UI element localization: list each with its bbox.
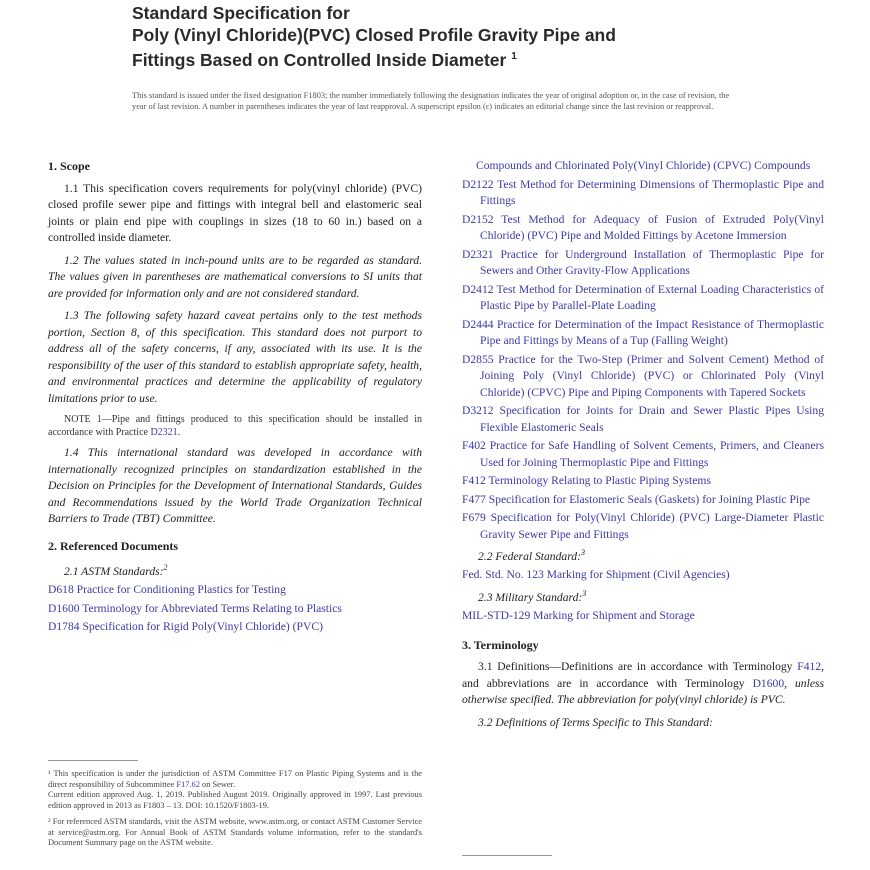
reference-title-link[interactable]: Practice for Conditioning Plastics for Testing	[73, 583, 286, 597]
footnotes	[48, 760, 422, 855]
reference-item	[462, 438, 824, 471]
title-line-3-text: Fittings Based on Controlled Inside Diameter	[132, 49, 507, 70]
reference-item	[462, 608, 824, 625]
reference-code-link[interactable]: D2855	[462, 352, 494, 366]
reference-title-link[interactable]: Practice for Safe Handling of Solvent Cements, Primers, and Cleaners Used for Joining Thermoplastic Pipe and Fittings	[480, 439, 824, 469]
reference-item	[462, 473, 824, 490]
footnote-1-edition: Current edition approved Aug. 1, 2019. Published August 2019. Originally approved in 1997. Last previous edition approved in 2013 as F1803 – 13. DOI: 10.1520/F1803-19.	[48, 790, 422, 810]
reference-item	[48, 582, 422, 599]
reference-title-link[interactable]: Specification for Rigid Poly(Vinyl Chloride) (PVC)	[79, 620, 323, 634]
reference-item	[462, 352, 824, 402]
reference-code-link[interactable]: F412	[462, 474, 486, 487]
reference-code-link[interactable]: Fed. Std. No. 123	[462, 568, 544, 582]
footnote-divider	[48, 760, 138, 761]
reference-item	[462, 492, 824, 509]
reference-item	[462, 282, 824, 315]
reference-title-link[interactable]: Marking for Shipment (Civil Agencies)	[543, 568, 730, 582]
reference-code-link[interactable]: D3212	[462, 404, 494, 417]
reference-title-link[interactable]: Marking for Shipment and Storage	[530, 609, 695, 623]
reference-continuation[interactable]: Compounds and Chlorinated Poly(Vinyl Chloride) (CPVC) Compounds	[476, 159, 811, 172]
reference-title-link[interactable]: Practice for Underground Installation of Thermoplastic Pipe for Sewers and Other Gravity-Flow Applications	[480, 247, 824, 277]
reference-code-link[interactable]: MIL-STD-129	[462, 609, 531, 623]
reference-title-link[interactable]: Specification for Poly(Vinyl Chloride) (PVC) Large-Diameter Plastic Gravity Sewer Pipe and Fittings	[480, 511, 824, 541]
astm-standards-label	[64, 560, 422, 580]
astm-footnote-marker: 2	[163, 563, 168, 572]
para-3-1-end: , unless otherwise specified. The abbreviation for poly(vinyl chloride) is PVC.	[462, 676, 824, 707]
note-1-end: .	[177, 427, 181, 438]
title-line-1: Standard Specification for	[132, 3, 350, 23]
note-1-link[interactable]: D2321	[150, 427, 178, 438]
reference-code-link[interactable]: D618	[48, 583, 74, 597]
right-column	[462, 158, 824, 737]
left-column	[48, 158, 422, 638]
reference-item	[48, 601, 422, 618]
para-1-2: 1.2 The values stated in inch-pound units are to be regarded as standard. The values given in parentheses are mathematical conversions to SI units that are provided for information only and are not considered standard.	[48, 253, 422, 300]
reference-title-link[interactable]: Specification for Joints for Drain and Sewer Plastic Pipes Using Flexible Elastomeric Seals	[480, 404, 824, 434]
reference-item	[462, 177, 824, 210]
para-3-1-link-d1600[interactable]: D1600	[752, 676, 785, 690]
footnote-2: ² For referenced ASTM standards, visit the ASTM website, www.astm.org, or contact ASTM Customer Service at service@astm.org. For Annual Book of ASTM Standards volume information, refer to the standard's Document Summary page on the ASTM website.	[48, 817, 422, 847]
footnote-1-text: ¹ This specification is under the jurisdiction of ASTM Committee F17 on Plastic Piping Systems and is the direct responsibility of Subcommittee	[48, 769, 422, 789]
para-1-1: 1.1 This specification covers requirements for poly(vinyl chloride) (PVC) closed profile sewer pipe and fittings with integral bell and elastomeric seal joints or plain end pipe with couplings in sizes (18 to 60 in.) based on a controlled inside diameter.	[48, 181, 422, 244]
title-line-2: Poly (Vinyl Chloride)(PVC) Closed Profile Gravity Pipe and	[132, 25, 616, 45]
astm-standards-text: 2.1 ASTM Standards:	[64, 564, 164, 578]
para-3-1-text: 3.1 Definitions—Definitions are in accordance with Terminology	[478, 660, 798, 674]
document-title	[132, 2, 752, 71]
reference-code-link[interactable]: F402	[462, 439, 486, 452]
reference-code-link[interactable]: F679	[462, 511, 486, 524]
reference-title-link[interactable]: Specification for Elastomeric Seals (Gaskets) for Joining Plastic Pipe	[485, 492, 811, 506]
reference-title-link[interactable]: Terminology for Abbreviated Terms Relating to Plastics	[79, 601, 342, 615]
preamble: This standard is issued under the fixed designation F1803; the number immediately following the designation indicates the year of original adoption or, in the case of revision, the year of last revision. A number in parentheses indicates the year of last reapproval. A superscript epsilon (ε) indicates an editorial change since the last revision or reapproval.	[132, 91, 730, 111]
reference-code-link[interactable]: D2122	[462, 177, 494, 191]
referenced-documents-heading: 2. Referenced Documents	[48, 538, 179, 553]
para-3-1-link-f412[interactable]: F412	[797, 660, 822, 674]
reference-code-link[interactable]: D1600	[48, 601, 80, 615]
reference-item	[462, 247, 824, 280]
reference-title-link[interactable]: Terminology Relating to Plastic Piping Systems	[485, 474, 711, 487]
reference-code-link[interactable]: D2412	[462, 282, 494, 296]
scope-heading: 1. Scope	[48, 159, 90, 173]
reference-code-link[interactable]: F477	[462, 492, 486, 506]
para-3-1-mid: , and abbreviations are in accordance with Terminology	[462, 660, 824, 690]
military-standard-label	[478, 586, 824, 606]
federal-standard-text: 2.2 Federal Standard:	[478, 549, 581, 563]
footnote-1-link[interactable]: F17.62	[176, 779, 200, 789]
reference-title-link[interactable]: Test Method for Adequacy of Fusion of Extruded Poly(Vinyl Chloride) (PVC) Pipe and Molded Fittings by Acetone Immersion	[480, 212, 824, 242]
title-line-3	[132, 46, 752, 71]
reference-title-link[interactable]: Practice for Determination of the Impact Resistance of Thermoplastic Pipe and Fittings by Means of a Tup (Falling Weight)	[480, 317, 824, 347]
title-footnote-marker: 1	[511, 51, 517, 62]
para-1-3: 1.3 The following safety hazard caveat pertains only to the test methods portion, Section 8, of this specification. This standard does not purport to address all of the safety concerns, if any, associated with its use. It is the responsibility of the user of this standard to establish appropriate safety, health, and environmental practices and determine the applicability of regulatory limitations prior to use.	[48, 309, 422, 405]
para-3-2: 3.2 Definitions of Terms Specific to This Standard:	[478, 715, 713, 729]
federal-footnote-marker: 3	[580, 548, 585, 557]
reference-item	[462, 567, 824, 584]
note-1-text: NOTE 1—Pipe and fittings produced to this specification should be installed in accordance with Practice	[48, 414, 422, 438]
reference-code-link[interactable]: D1784	[48, 620, 80, 634]
reference-title-link[interactable]: Test Method for Determining Dimensions of Thermoplastic Pipe and Fittings	[480, 177, 824, 207]
right-footnote-divider	[462, 855, 552, 856]
reference-code-link[interactable]: D2152	[462, 212, 494, 226]
reference-item	[462, 317, 824, 350]
para-3-1	[462, 659, 824, 709]
reference-item	[462, 510, 824, 543]
terminology-heading: 3. Terminology	[462, 637, 539, 652]
reference-title-link[interactable]: Practice for the Two-Step (Primer and Solvent Cement) Method of Joining Poly (Vinyl Chloride) (PVC) or Chlorinated Poly (Vinyl Chloride) (CPVC) Pipe and Piping Components with Tapered Sockets	[480, 352, 824, 399]
reference-item	[48, 619, 422, 636]
reference-title-link[interactable]: Test Method for Determination of External Loading Characteristics of Plastic Pipe by Parallel-Plate Loading	[480, 282, 824, 312]
note-1	[48, 413, 422, 439]
reference-item	[462, 212, 824, 245]
footnote-1-end: on Sewer.	[199, 779, 236, 789]
para-1-4: 1.4 This international standard was developed in accordance with internationally recognized principles on standardization established in the Decision on Principles for the Development of International Standards, Guides and Recommendations issued by the World Trade Organization Technical Barriers to Trade (TBT) Committee.	[48, 446, 422, 525]
reference-code-link[interactable]: D2321	[462, 247, 494, 261]
footnote-1	[48, 769, 422, 811]
reference-code-link[interactable]: D2444	[462, 317, 494, 331]
federal-standard-label	[478, 545, 824, 565]
military-standard-text: 2.3 Military Standard:	[478, 590, 583, 604]
reference-item	[462, 403, 824, 436]
military-footnote-marker: 3	[582, 588, 587, 598]
